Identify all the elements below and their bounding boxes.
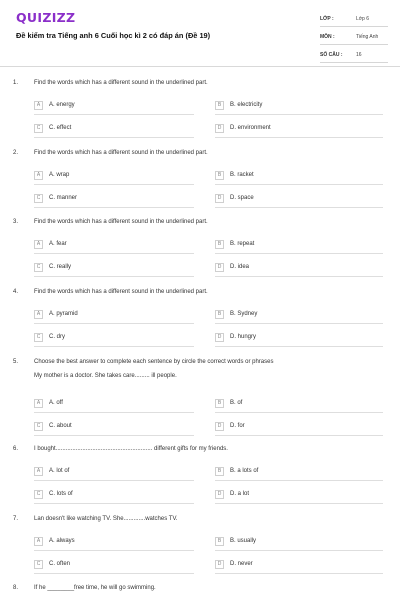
worksheet-title: Đề kiểm tra Tiếng anh 6 Cuối học kì 2 có đáp án (Đề 19) [16,31,211,40]
option-underline [34,323,194,324]
question-number: 8. [13,585,19,591]
answer-option-b[interactable] [215,169,254,181]
option-underline [34,550,194,551]
option-underline [215,253,383,254]
answer-option-a[interactable] [34,308,78,320]
answer-option-d[interactable] [215,261,249,273]
option-text: A. wrap [49,172,70,178]
option-underline [215,412,383,413]
option-underline [215,207,383,208]
answer-option-b[interactable] [215,397,242,409]
option-text: B. usually [230,538,257,544]
option-letter-box[interactable]: D [215,333,224,342]
question-text: If he ________free time, he will go swimming. [34,585,156,591]
option-letter-box[interactable]: D [215,422,224,431]
option-text: C. often [49,561,71,567]
option-letter-box[interactable]: A [34,171,43,180]
answer-option-a[interactable] [34,169,69,181]
answer-option-a[interactable] [34,465,69,477]
option-underline [215,276,383,277]
question-number: 1. [13,80,19,86]
option-text: D. environment [230,125,271,131]
question-sentence: My mother is a doctor. She takes care......... ill people. [34,373,177,379]
option-underline [34,480,194,481]
option-text: D. hungry [230,334,257,340]
question-number: 6. [13,446,19,452]
option-letter-box[interactable]: A [34,399,43,408]
question-number: 5. [13,359,19,365]
question-text: Lan doesn't like watching TV. She.............watches TV. [34,516,178,522]
question-text: Find the words which has a different sound in the underlined part. [34,219,208,225]
option-letter-box[interactable]: D [215,194,224,203]
answer-option-a[interactable] [34,238,67,250]
option-underline [34,276,194,277]
answer-option-d[interactable] [215,558,253,570]
option-text: B. a lots of [230,468,259,474]
option-underline [34,435,194,436]
option-text: D. idea [230,264,250,270]
answer-option-d[interactable] [215,420,245,432]
option-underline [215,573,383,574]
option-underline [34,207,194,208]
meta-row-subject [320,30,388,45]
option-text: B. racket [230,172,254,178]
option-underline [215,137,383,138]
option-letter-box[interactable]: A [34,101,43,110]
option-underline [215,323,383,324]
question-text: Choose the best answer to complete each sentence by circle the correct words or phrases [34,359,274,365]
question-text: Find the words which has a different sound in the underlined part. [34,80,208,86]
answer-option-b[interactable] [215,465,258,477]
option-letter-box[interactable]: C [34,333,43,342]
option-letter-box[interactable]: B [215,310,224,319]
option-letter-box[interactable]: C [34,490,43,499]
meta-value: 16 [356,52,362,58]
option-text: C. about [49,423,72,429]
option-text: A. pyramid [49,311,78,317]
question-number: 4. [13,289,19,295]
answer-option-c[interactable] [34,488,73,500]
option-letter-box[interactable]: D [215,560,224,569]
option-underline [215,503,383,504]
answer-option-c[interactable] [34,331,65,343]
option-text: B. electricity [230,102,263,108]
option-text: C. really [49,264,72,270]
answer-option-b[interactable] [215,238,254,250]
option-letter-box[interactable]: A [34,537,43,546]
option-letter-box[interactable]: B [215,240,224,249]
option-underline [215,346,383,347]
answer-option-d[interactable] [215,331,256,343]
option-text: B. of [230,400,243,406]
option-letter-box[interactable]: B [215,537,224,546]
meta-value: Tiếng Anh [356,34,379,40]
answer-option-a[interactable] [34,397,63,409]
meta-row-grade [320,12,388,27]
option-underline [34,184,194,185]
option-letter-box[interactable]: A [34,310,43,319]
option-letter-box[interactable]: C [34,560,43,569]
option-underline [215,114,383,115]
question-text: Find the words which has a different sound in the underlined part. [34,289,208,295]
option-text: A. fear [49,241,67,247]
option-letter-box[interactable]: C [34,422,43,431]
meta-label: MÔN : [320,34,335,40]
option-underline [34,503,194,504]
answer-option-b[interactable] [215,99,262,111]
option-text: D. never [230,561,253,567]
option-text: A. lot of [49,468,70,474]
option-underline [34,114,194,115]
meta-row-question-count [320,48,388,63]
answer-option-c[interactable] [34,122,71,134]
option-underline [34,137,194,138]
meta-value: Lớp 6 [356,16,370,22]
option-underline [215,550,383,551]
answer-option-c[interactable] [34,192,77,204]
question-text: Find the words which has a different sound in the underlined part. [34,150,208,156]
option-text: D. for [230,423,245,429]
question-number: 2. [13,150,19,156]
option-underline [34,412,194,413]
worksheet-header [0,0,400,66]
option-underline [215,435,383,436]
answer-option-d[interactable] [215,122,271,134]
option-letter-box[interactable]: D [215,124,224,133]
answer-option-b[interactable] [215,535,256,547]
option-text: C. manner [49,195,78,201]
option-letter-box[interactable]: D [215,490,224,499]
option-letter-box[interactable]: A [34,467,43,476]
meta-label: LỚP : [320,16,334,22]
answer-option-d[interactable] [215,192,254,204]
option-text: C. dry [49,334,66,340]
option-text: B. repeat [230,241,255,247]
option-letter-box[interactable]: C [34,194,43,203]
option-underline [215,480,383,481]
option-text: C. effect [49,125,72,131]
question-number: 7. [13,516,19,522]
option-underline [34,573,194,574]
option-text: B. Sydney [230,311,258,317]
option-text: D. a lot [230,491,250,497]
option-text: A. off [49,400,63,406]
option-underline [215,184,383,185]
question-number: 3. [13,219,19,225]
option-text: C. lots of [49,491,73,497]
option-text: A. always [49,538,75,544]
answer-option-b[interactable] [215,308,257,320]
option-letter-box[interactable]: B [215,171,224,180]
meta-label: SỐ CÂU : [320,52,343,58]
answer-option-d[interactable] [215,488,249,500]
quizizz-logo: QUIZIZZ [16,10,76,25]
answer-option-a[interactable] [34,99,75,111]
option-text: A. energy [49,102,75,108]
option-letter-box[interactable]: D [215,263,224,272]
option-letter-box[interactable]: B [215,101,224,110]
answer-option-c[interactable] [34,558,70,570]
option-letter-box[interactable]: B [215,467,224,476]
option-letter-box[interactable]: C [34,124,43,133]
option-letter-box[interactable]: B [215,399,224,408]
answer-option-a[interactable] [34,535,75,547]
question-text: I bought.......................................................... different gifts for my friends. [34,446,228,452]
option-underline [34,253,194,254]
option-underline [34,346,194,347]
answer-option-c[interactable] [34,261,71,273]
worksheet-meta [320,12,388,66]
option-letter-box[interactable]: C [34,263,43,272]
option-text: D. space [230,195,254,201]
option-letter-box[interactable]: A [34,240,43,249]
header-divider [0,66,400,67]
answer-option-c[interactable] [34,420,72,432]
